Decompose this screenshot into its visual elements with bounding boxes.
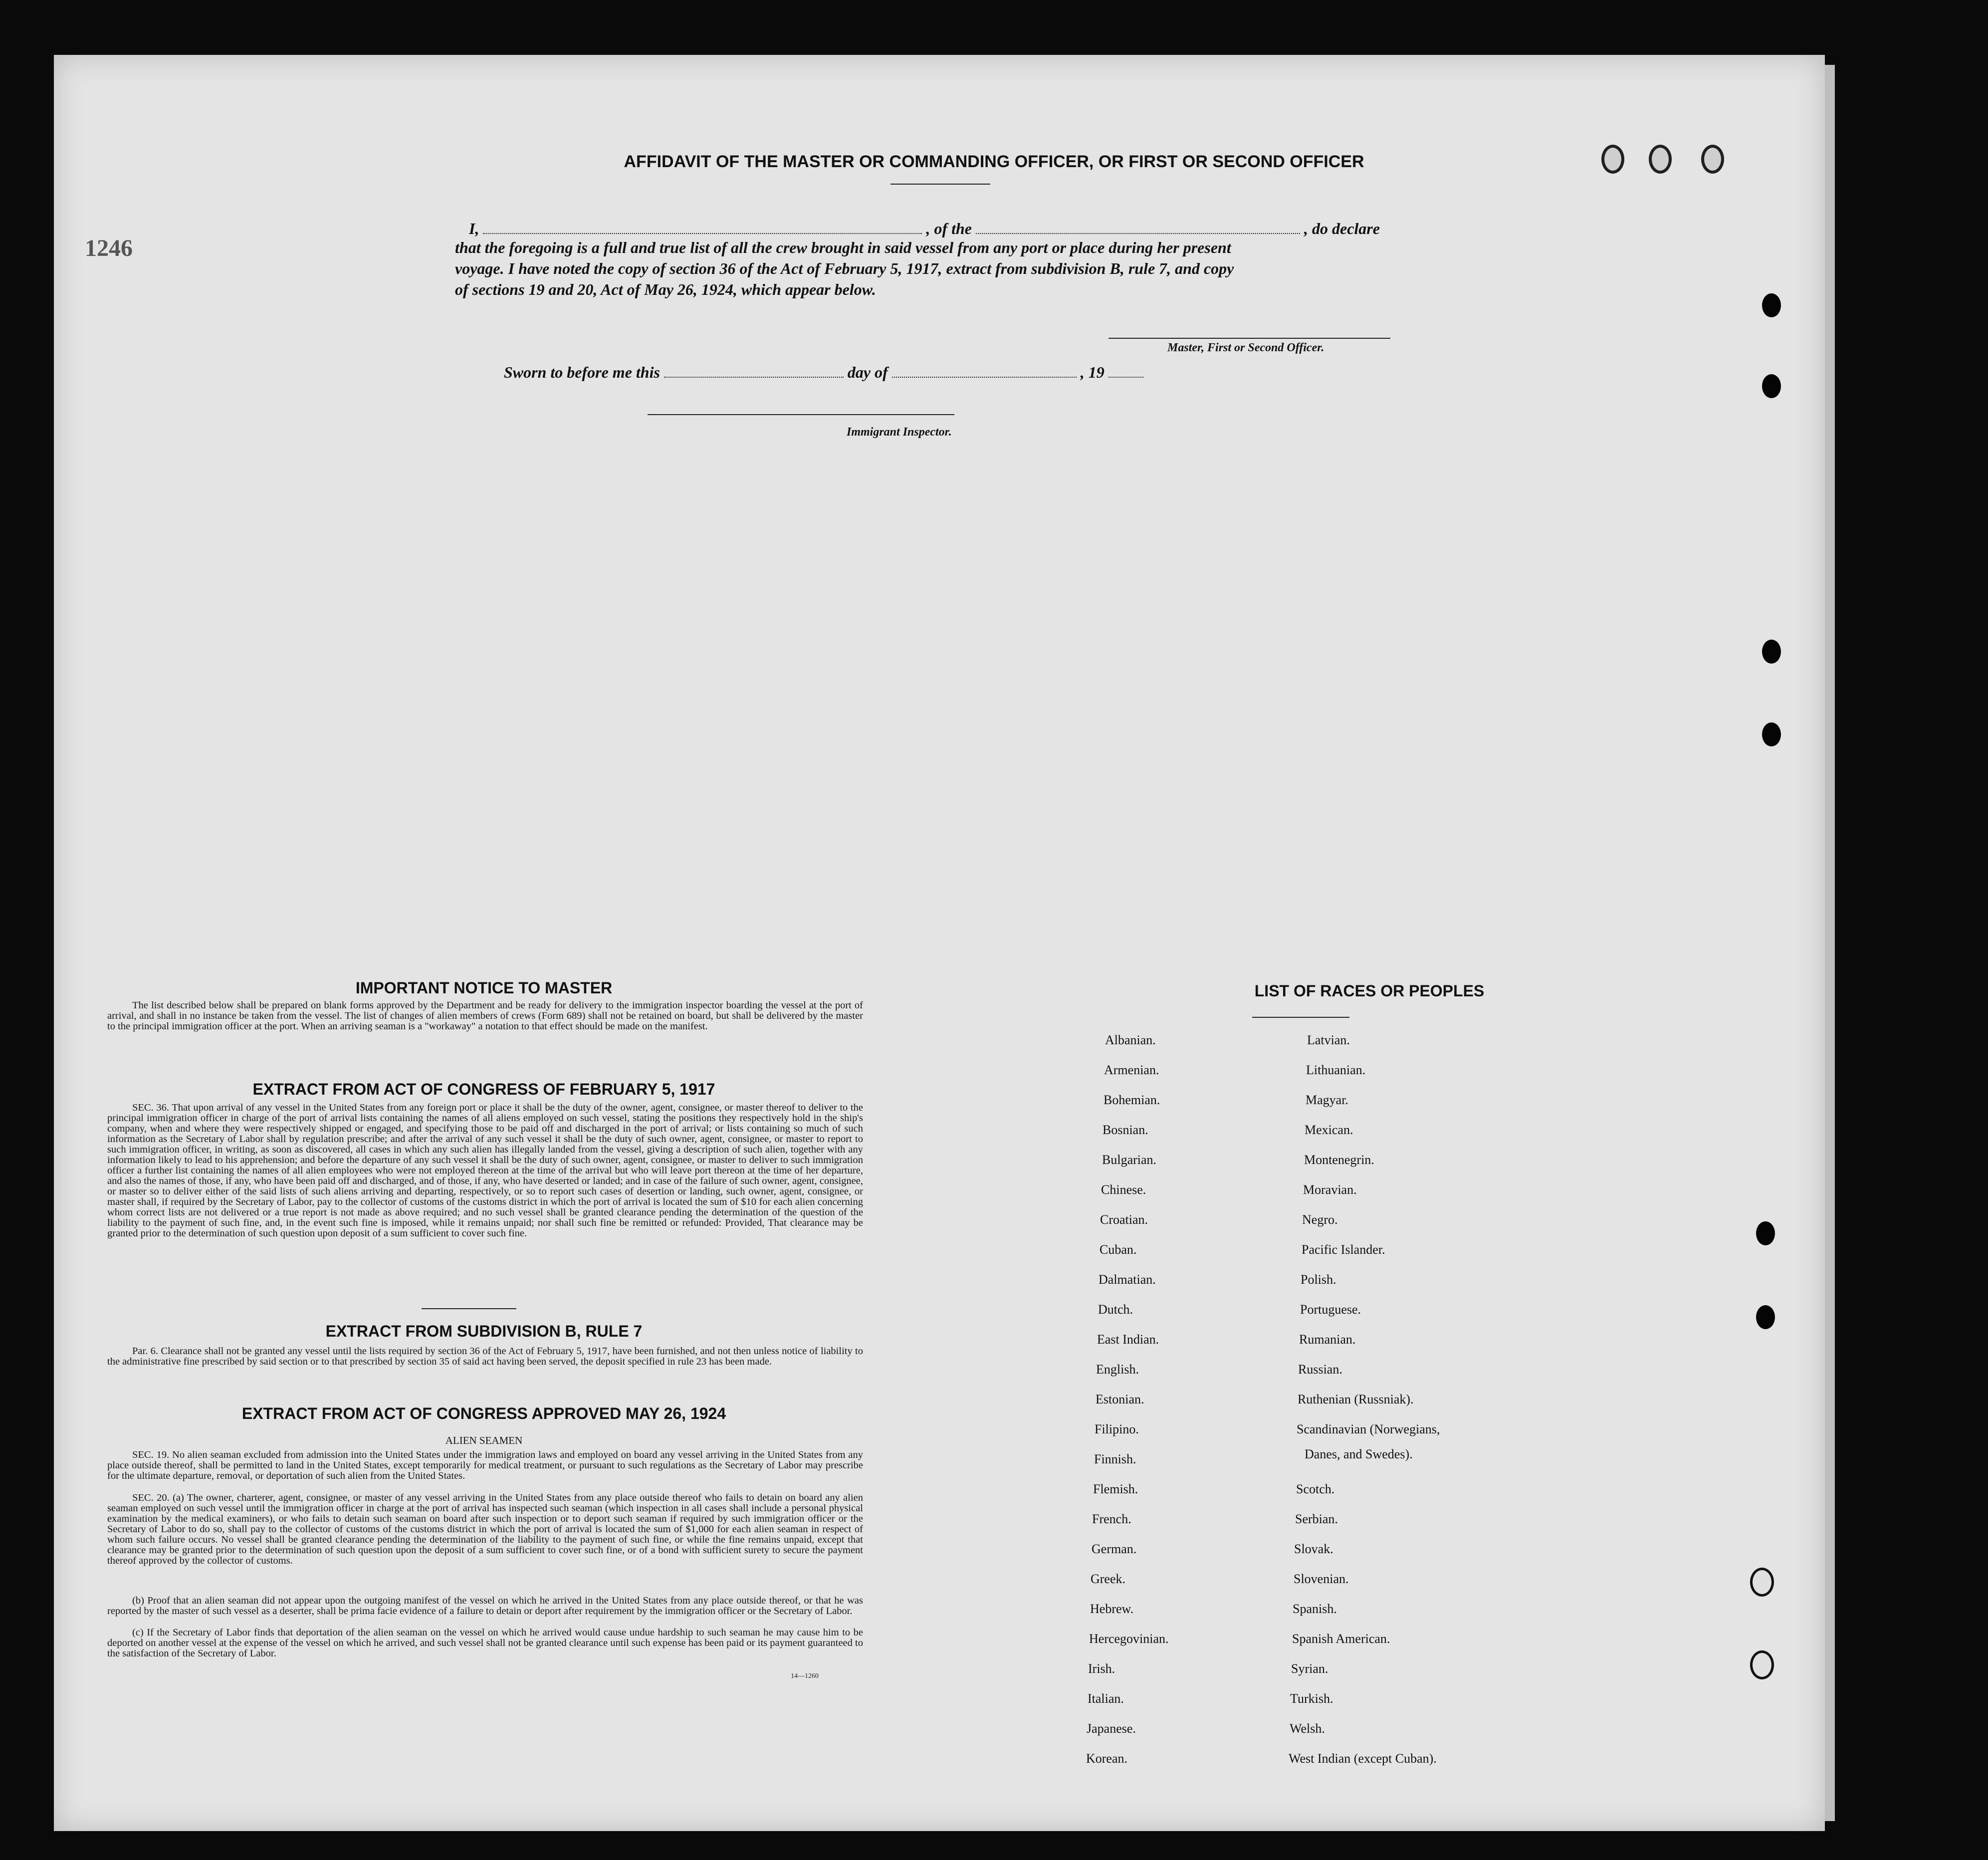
affidavit-line-2: that the foregoing is a full and true list of all the crew brought in said vessel from any port or place during her present [455, 238, 1231, 256]
binding-hole [1750, 1650, 1774, 1679]
race-item: Dalmatian. [1099, 1272, 1156, 1287]
race-item: Korean. [1086, 1751, 1128, 1766]
notice-body: The list described below shall be prepared on blank forms approved by the Department and be ready for delivery to the immigration inspector boarding the vessel at the port of arrival, and shall in no instance be taken from the vessel. The list of changes of alien members of crews (Form 689) shall not be retained on board, but shall be delivered by the master to the principal immigration officer at the port. When an arriving seaman is a "workaway" a notation to that effect should be made on the manifest. [107, 1000, 863, 1032]
race-item: Moravian. [1303, 1182, 1357, 1197]
sworn-day-of: day of [847, 363, 888, 381]
extract-1917-title: EXTRACT FROM ACT OF CONGRESS OF FEBRUARY 5, 1917 [252, 1080, 715, 1098]
vessel-name-field[interactable] [976, 218, 1300, 234]
race-item: East Indian. [1097, 1332, 1159, 1347]
alien-seamen-subtitle: ALIEN SEAMEN [445, 1434, 523, 1446]
race-item: Japanese. [1087, 1721, 1136, 1736]
race-item: Russian. [1298, 1362, 1342, 1377]
race-item: German. [1092, 1542, 1137, 1556]
race-item: Armenian. [1104, 1063, 1159, 1077]
race-item: Turkish. [1290, 1691, 1333, 1706]
affidavit-i: I, [469, 220, 479, 237]
sworn-year: , 19 [1080, 363, 1104, 381]
race-item: Bulgarian. [1102, 1153, 1157, 1167]
race-item: French. [1092, 1512, 1131, 1526]
race-item: Polish. [1301, 1272, 1336, 1287]
affidavit-line-3: voyage. I have noted the copy of section 36 of the Act of February 5, 1917, extract from subdivision B, rule 7, and copy [455, 259, 1234, 277]
sworn-day-field[interactable] [664, 362, 844, 378]
race-item: Rumanian. [1299, 1332, 1356, 1347]
extract-rule7-title: EXTRACT FROM SUBDIVISION B, RULE 7 [325, 1322, 643, 1340]
race-item: Ruthenian (Russniak). [1298, 1392, 1414, 1406]
race-item: Greek. [1091, 1572, 1126, 1586]
title-rule [890, 184, 990, 185]
binding-hole [1750, 1568, 1774, 1597]
race-item: Irish. [1088, 1661, 1115, 1676]
race-item: English. [1096, 1362, 1139, 1377]
extract-rule7-body: Par. 6. Clearance shall not be granted any vessel until the lists required by section 36 of the Act of February 5, 1917, have been furnished, and not then unless notice of liability to the administrative fine prescribed by said section or to that prescribed by section 35 of said act having been served, the deposit specified in rule 23 has been made. [107, 1346, 863, 1367]
sworn-line [504, 362, 1143, 382]
binding-hole [1762, 374, 1781, 398]
paper-edge-right-1 [1825, 65, 1835, 1821]
race-item: Estonian. [1096, 1392, 1144, 1406]
race-item: Spanish. [1293, 1602, 1337, 1616]
race-item: Syrian. [1291, 1661, 1328, 1676]
master-signature-line[interactable] [1108, 338, 1390, 339]
race-item: Bohemian. [1104, 1093, 1160, 1107]
race-item: Chinese. [1101, 1182, 1146, 1197]
race-item: Scandinavian (Norwegians, [1297, 1422, 1440, 1436]
affidavit-line-4: of sections 19 and 20, Act of May 26, 1924, which appear below. [455, 280, 876, 298]
sec20c-body: (c) If the Secretary of Labor finds that deportation of the alien seaman on the vessel on which he arrived would cause undue hardship to such seaman he may cause him to be deported on another vessel at the expense of the vessel on which he arrived, and such vessel shall not be granted clearance until such expense has been paid or its payment guaranteed to the satisfaction of the Secretary of Labor. [107, 1627, 863, 1659]
race-item: Flemish. [1093, 1482, 1138, 1496]
races-title-rule [1252, 1017, 1349, 1018]
race-item: Slovak. [1294, 1542, 1333, 1556]
race-item: Filipino. [1095, 1422, 1139, 1436]
sec20b-body: (b) Proof that an alien seaman did not appear upon the outgoing manifest of the vessel on which he arrived in the United States from any place outside thereof, or that he was reported by the master of such vessel as a deserter, shall be prima facie evidence of a failure to detain or deport after requirement by the immigration officer or the Secretary of Labor. [107, 1595, 863, 1617]
race-item: Spanish American. [1292, 1631, 1390, 1646]
race-item: Mexican. [1305, 1123, 1353, 1137]
marginal-number: 1246 [85, 235, 133, 261]
affidavit-title: AFFIDAVIT OF THE MASTER OR COMMANDING OFFICER, OR FIRST OR SECOND OFFICER [624, 152, 1364, 171]
binding-hole [1762, 640, 1781, 664]
affidavit-line-1 [469, 218, 1427, 238]
race-scandinavian-continued: Danes, and Swedes). [1305, 1447, 1413, 1461]
affidavit-of-the: , of the [926, 220, 972, 237]
inspector-signature-line[interactable] [648, 414, 954, 415]
race-item: Albanian. [1105, 1033, 1156, 1047]
race-item: Latvian. [1307, 1033, 1350, 1047]
notice-title: IMPORTANT NOTICE TO MASTER [355, 979, 613, 997]
race-item: Welsh. [1290, 1721, 1325, 1736]
race-item: Finnish. [1094, 1452, 1136, 1466]
race-item: West Indian (except Cuban). [1289, 1751, 1437, 1766]
race-item: Slovenian. [1294, 1572, 1349, 1586]
races-title: LIST OF RACES OR PEOPLES [1254, 982, 1485, 1000]
race-item: Italian. [1088, 1691, 1124, 1706]
race-item: Montenegrin. [1304, 1153, 1374, 1167]
race-item: Hebrew. [1090, 1602, 1134, 1616]
race-item: Negro. [1302, 1212, 1338, 1227]
inspector-label: Immigrant Inspector. [847, 426, 952, 439]
race-item: Croatian. [1100, 1212, 1148, 1227]
binding-hole [1762, 722, 1781, 746]
extract-1924-title: EXTRACT FROM ACT OF CONGRESS APPROVED MAY 26, 1924 [241, 1404, 726, 1422]
binding-hole [1762, 293, 1781, 317]
race-item: Hercegovinian. [1089, 1631, 1169, 1646]
race-item: Portuguese. [1300, 1302, 1361, 1317]
extract-1917-body: SEC. 36. That upon arrival of any vessel in the United States from any foreign port or place it shall be the duty of the owner, agent, consignee, or master thereof to deliver to the principal immigration officer in charge of the port of arrival lists containing the names of all aliens employed on such vessel, stating the positions they respectively hold in the ship's company, when and where they were respectively shipped or engaged, and specifying those to be paid off and discharged in the port of arrival; or lists containing so much of such information as the Secretary of Labor shall by regulation prescribe; and after the arrival of any such vessel it shall be the duty of such owner, agent, consignee, or master to report to such immigration officer, in writing, as soon as discovered, all cases in which any such alien has illegally landed from the vessel, giving a description of such alien, together with any information likely to lead to his apprehension; and before the departure of any such vessel it shall be the duty of such owner, agent, consignee, or master to deliver to such immigration officer a further list containing the names of all alien employees who were not employed thereon at the time of the arrival but who will leave port thereon at the time of her departure, and also the names of those, if any, who have been paid off and discharged, and of those, if any, who have deserted or landed; and in case of the failure of such owner, agent, consignee, or master so to deliver either of the said lists of such aliens arriving and departing, respectively, or so to report such cases of desertion or landing, such owner, agent, consignee, or master shall, if required by the Secretary of Labor, pay to the collector of customs of the customs district in which the port of arrival is located the sum of $10 for each alien concerning whom correct lists are not delivered or a true report is not made as above required; and no such vessel shall be granted clearance pending the determination of the question of the liability to the payment of such fine, and, in the event such fine is imposed, while it remains unpaid; nor shall such fine be remitted or refunded: Provided, That clearance may be granted prior to the determination of such question upon deposit of a sum sufficient to cover such fine. [107, 1102, 863, 1239]
race-item: Lithuanian. [1306, 1063, 1366, 1077]
officer-name-field[interactable] [483, 218, 922, 234]
form-number: 14—1260 [791, 1672, 819, 1680]
race-item: Dutch. [1098, 1302, 1133, 1317]
binding-hole [1756, 1221, 1775, 1245]
sworn-prefix: Sworn to before me this [504, 363, 660, 381]
sec19-body: SEC. 19. No alien seaman excluded from admission into the United States under the immigration laws and employed on board any vessel arriving in the United States from any place outside thereof, shall be permitted to land in the United States, except temporarily for medical treatment, or pursuant to such regulations as the Secretary of Labor may prescribe for the ultimate departure, removal, or deportation of such alien from the United States. [107, 1449, 863, 1481]
race-item: Magyar. [1306, 1093, 1348, 1107]
race-item: Bosnian. [1103, 1123, 1148, 1137]
section-rule [422, 1308, 516, 1309]
race-item: Cuban. [1100, 1242, 1137, 1257]
affidavit-declare: , do declare [1304, 220, 1380, 237]
sworn-year-field[interactable] [1108, 362, 1143, 378]
race-item: Pacific Islander. [1302, 1242, 1385, 1257]
race-item: Scotch. [1296, 1482, 1335, 1496]
binding-hole [1756, 1305, 1775, 1329]
sec20a-body: SEC. 20. (a) The owner, charterer, agent, consignee, or master of any vessel arriving in the United States from any place outside thereof who fails to detain on board any alien seaman employed on such vessel until the immigration officer in charge at the port of arrival has inspected such seaman (which inspection in all cases shall include a personal physical examination by the medical examiners), or who fails to detain such seaman on board after such inspection or to deport such seaman if required by such immigration officer or the Secretary of Labor to do so, shall pay to the collector of customs of the customs district in which the port of arrival is located the sum of $1,000 for each alien seaman in respect of whom such failure occurs. No vessel shall be granted clearance pending the determination of the liability to the payment of such fine, or while the fine remains unpaid, except that clearance may be granted prior to the determination of such question upon the deposit of a sum sufficient to cover such fine, or of a bond with sufficient surety to secure the payment thereof approved by the collector of customs. [107, 1492, 863, 1566]
sworn-month-field[interactable] [892, 362, 1077, 378]
master-signature-label: Master, First or Second Officer. [1167, 341, 1325, 354]
race-item: Serbian. [1295, 1512, 1338, 1526]
